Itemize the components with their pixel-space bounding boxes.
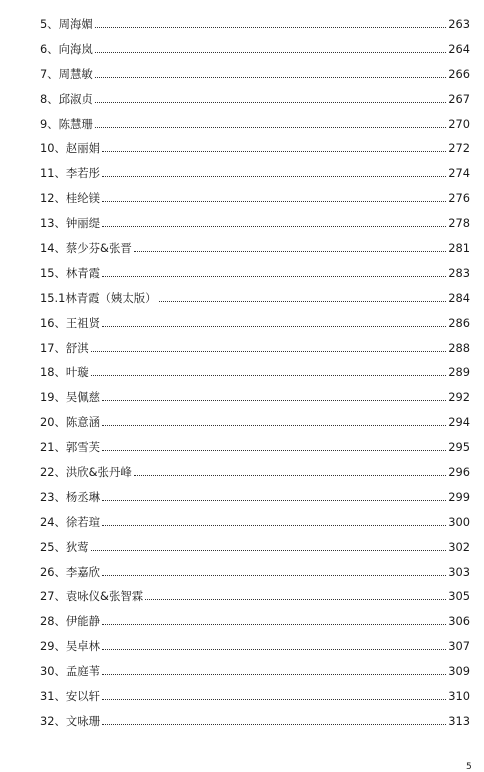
table-of-contents (40, 17, 470, 739)
toc-entry[interactable] (40, 166, 470, 191)
toc-entry-title: 32、文咏珊 (40, 713, 101, 728)
toc-dot-leader (95, 127, 446, 128)
toc-entry[interactable] (40, 540, 470, 565)
toc-dot-leader (102, 525, 446, 526)
toc-entry-page: 272 (448, 141, 470, 156)
toc-entry-title: 18、叶璇 (40, 365, 89, 380)
toc-entry[interactable] (40, 714, 470, 739)
toc-dot-leader (102, 201, 446, 202)
toc-dot-leader (102, 425, 446, 426)
toc-entry[interactable] (40, 92, 470, 117)
toc-entry-title: 22、洪欣&张丹峰 (40, 465, 132, 480)
toc-dot-leader (102, 176, 446, 177)
toc-entry-title: 23、杨丞琳 (40, 489, 101, 504)
toc-entry-page: 278 (448, 216, 470, 231)
page-number: 5 (466, 762, 472, 772)
toc-dot-leader (102, 624, 446, 625)
toc-entry-page: 296 (448, 465, 470, 480)
toc-entry-page: 284 (448, 290, 470, 305)
toc-dot-leader (102, 450, 446, 451)
toc-entry-title: 29、吴卓林 (40, 639, 101, 654)
toc-dot-leader (134, 475, 447, 476)
toc-entry-page: 300 (448, 514, 470, 529)
toc-entry-page: 307 (448, 639, 470, 654)
toc-entry[interactable] (40, 440, 470, 465)
toc-dot-leader (102, 151, 446, 152)
toc-entry-title: 31、安以轩 (40, 689, 101, 704)
toc-entry-page: 264 (448, 41, 470, 56)
toc-dot-leader (159, 301, 447, 302)
toc-entry-page: 306 (448, 614, 470, 629)
toc-entry-title: 15、林青霞 (40, 265, 101, 280)
toc-dot-leader (102, 500, 446, 501)
toc-entry[interactable] (40, 465, 470, 490)
toc-entry-page: 292 (448, 390, 470, 405)
toc-entry-title: 27、袁咏仪&张智霖 (40, 589, 144, 604)
toc-entry-title: 15.1林青霞（姨太版） (40, 290, 157, 305)
toc-entry-page: 309 (448, 664, 470, 679)
toc-entry-title: 5、周海媚 (40, 17, 93, 31)
toc-dot-leader (95, 27, 446, 28)
toc-dot-leader (102, 276, 446, 277)
toc-entry[interactable] (40, 565, 470, 590)
toc-entry-title: 9、陈慧珊 (40, 116, 93, 131)
toc-entry[interactable] (40, 415, 470, 440)
toc-entry[interactable] (40, 341, 470, 366)
toc-dot-leader (95, 102, 446, 103)
toc-dot-leader (91, 550, 447, 551)
toc-entry[interactable] (40, 390, 470, 415)
toc-dot-leader (102, 400, 446, 401)
toc-entry-page: 289 (448, 365, 470, 380)
toc-entry-page: 294 (448, 415, 470, 430)
toc-entry-title: 8、邱淑贞 (40, 91, 93, 106)
toc-dot-leader (95, 77, 446, 78)
toc-entry-title: 16、王祖贤 (40, 315, 101, 330)
toc-entry-page: 274 (448, 166, 470, 181)
toc-entry-title: 10、赵丽娟 (40, 141, 101, 156)
toc-entry-page: 302 (448, 539, 470, 554)
toc-entry-title: 13、钟丽缇 (40, 216, 101, 231)
toc-dot-leader (134, 251, 447, 252)
toc-entry[interactable] (40, 117, 470, 142)
toc-entry-title: 26、李嘉欣 (40, 564, 101, 579)
toc-entry-title: 21、郭雪芙 (40, 440, 101, 455)
toc-entry[interactable] (40, 67, 470, 92)
toc-entry-page: 281 (448, 241, 470, 256)
toc-entry[interactable] (40, 141, 470, 166)
toc-dot-leader (91, 375, 447, 376)
toc-entry[interactable] (40, 639, 470, 664)
toc-entry[interactable] (40, 17, 470, 42)
toc-entry-title: 12、桂纶镁 (40, 191, 101, 206)
toc-entry-title: 17、舒淇 (40, 340, 89, 355)
toc-dot-leader (102, 699, 446, 700)
toc-entry-page: 310 (448, 689, 470, 704)
toc-entry-title: 11、李若彤 (40, 166, 101, 181)
toc-entry-title: 19、吴佩慈 (40, 390, 101, 405)
toc-entry[interactable] (40, 664, 470, 689)
toc-entry-page: 295 (448, 440, 470, 455)
toc-entry-page: 267 (448, 91, 470, 106)
toc-entry[interactable] (40, 216, 470, 241)
toc-entry[interactable] (40, 241, 470, 266)
toc-entry-page: 286 (448, 315, 470, 330)
toc-entry-page: 283 (448, 265, 470, 280)
toc-entry[interactable] (40, 589, 470, 614)
toc-entry-title: 20、陈意涵 (40, 415, 101, 430)
toc-dot-leader (91, 351, 447, 352)
toc-dot-leader (102, 575, 446, 576)
toc-entry-title: 14、蔡少芬&张晋 (40, 241, 132, 256)
toc-entry[interactable] (40, 689, 470, 714)
toc-dot-leader (102, 226, 446, 227)
toc-entry[interactable] (40, 191, 470, 216)
toc-entry-page: 305 (448, 589, 470, 604)
toc-dot-leader (102, 326, 446, 327)
toc-dot-leader (102, 649, 446, 650)
toc-entry-page: 313 (448, 713, 470, 728)
toc-dot-leader (95, 52, 446, 53)
toc-entry-page: 263 (448, 17, 470, 31)
toc-entry-page: 299 (448, 489, 470, 504)
toc-entry[interactable] (40, 365, 470, 390)
toc-entry-page: 303 (448, 564, 470, 579)
toc-entry[interactable] (40, 266, 470, 291)
toc-entry[interactable] (40, 291, 470, 316)
toc-entry-title: 6、向海岚 (40, 41, 93, 56)
toc-entry-title: 24、徐若瑄 (40, 514, 101, 529)
toc-entry-title: 30、孟庭苇 (40, 664, 101, 679)
toc-entry-title: 7、周慧敏 (40, 66, 93, 81)
toc-entry-page: 288 (448, 340, 470, 355)
toc-entry[interactable] (40, 515, 470, 540)
toc-dot-leader (102, 674, 446, 675)
toc-dot-leader (145, 599, 446, 600)
toc-entry-page: 276 (448, 191, 470, 206)
toc-entry[interactable] (40, 614, 470, 639)
toc-entry[interactable] (40, 42, 470, 67)
toc-dot-leader (102, 724, 446, 725)
toc-entry-page: 266 (448, 66, 470, 81)
toc-entry-title: 28、伊能静 (40, 614, 101, 629)
toc-entry-title: 25、狄莺 (40, 539, 89, 554)
toc-entry[interactable] (40, 316, 470, 341)
toc-entry-page: 270 (448, 116, 470, 131)
toc-entry[interactable] (40, 490, 470, 515)
